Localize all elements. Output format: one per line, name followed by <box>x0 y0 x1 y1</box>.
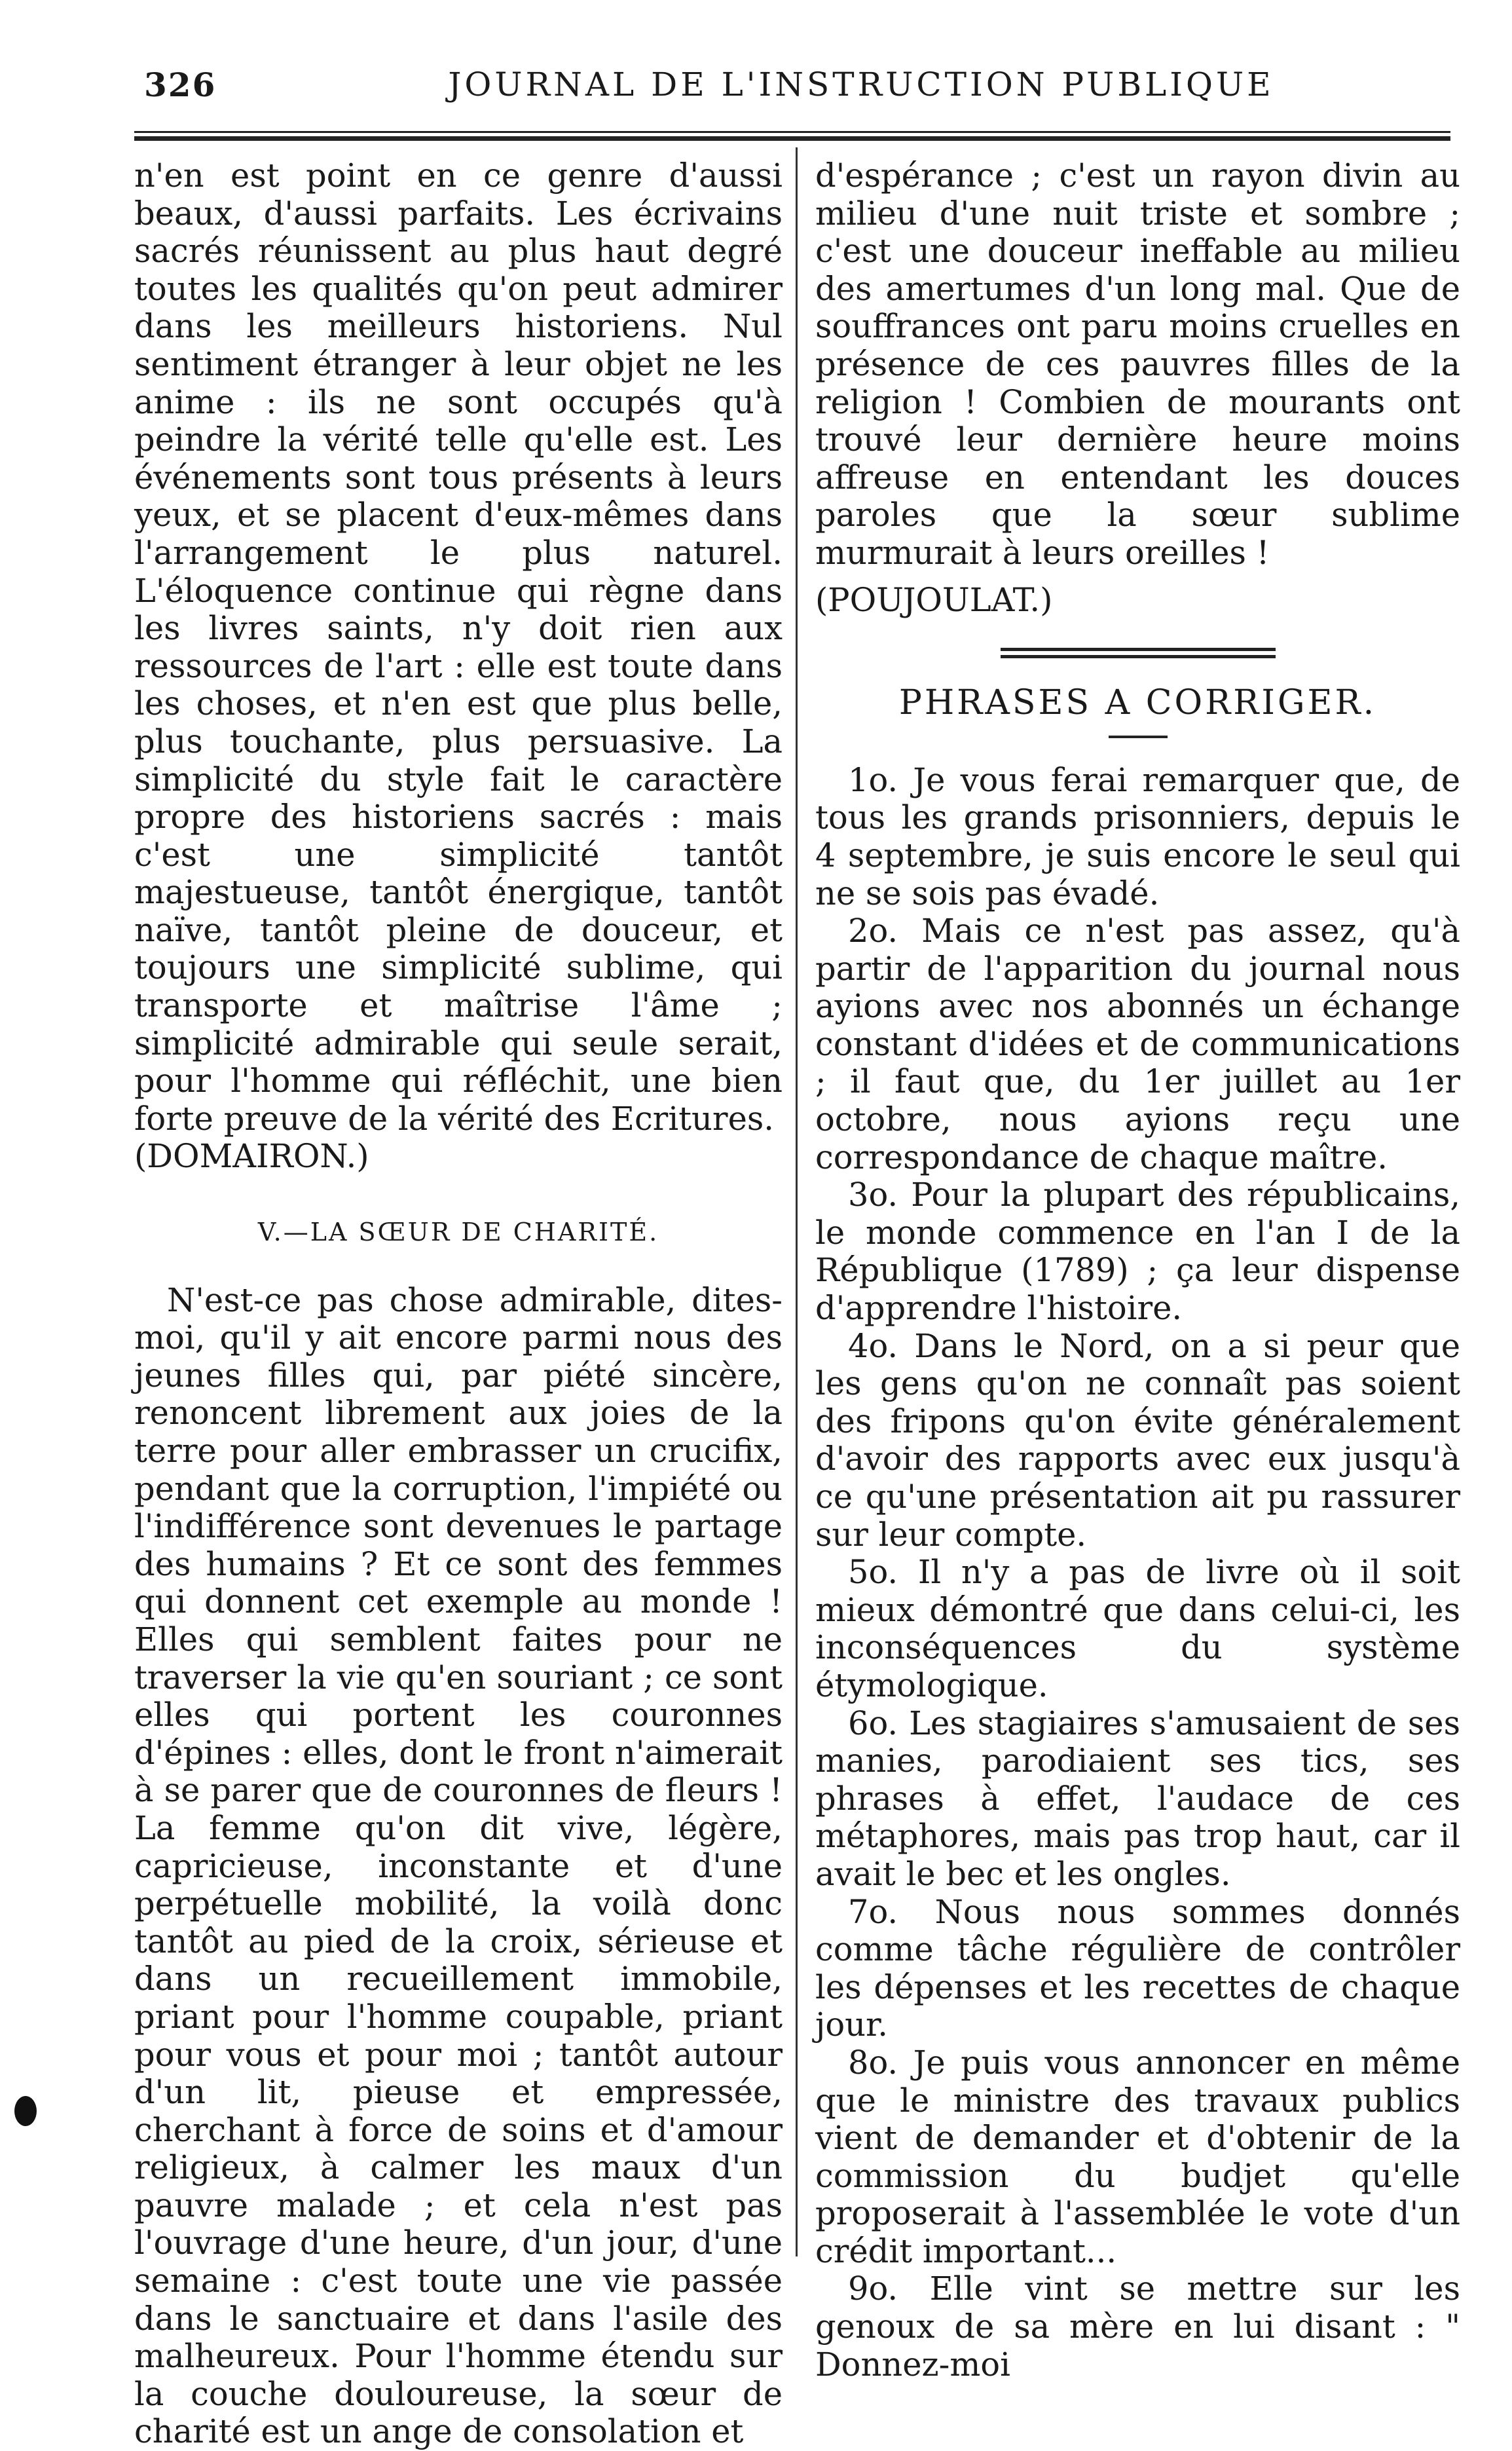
section-heading-soeur-de-charite: V.—LA SŒUR DE CHARITÉ. <box>257 1218 659 1247</box>
exercise-item-5: 5o. Il n'y a pas de livre où il soit mieux démontré que dans celui-ci, les inconséquences du système étymologique. <box>815 1553 1460 1704</box>
body-paragraph: d'espérance ; c'est un rayon divin au milieu d'une nuit triste et sombre ; c'est une douceur ineffable au milieu des amertumes d'un long mal. Que de souffrances ont paru moins cruelles en présence de ces pauvres filles de la religion ! Combien de mourants ont trouvé leur dernière heure moins affreuse en entendant les douces paroles que la sœur sublime murmurait à leurs oreilles ! <box>815 157 1460 572</box>
exercise-item-6: 6o. Les stagiaires s'amusaient de ses manies, parodiaient ses tics, ses phrases à effet, l'audace de ces métaphores, mais pas trop haut, car il avait le bec et les ongles. <box>815 1704 1460 1893</box>
page-number: 326 <box>144 65 217 104</box>
body-paragraph: n'en est point en ce genre d'aussi beaux, d'aussi parfaits. Les écrivains sacrés réunissent au plus haut degré toutes les qualités qu'on peut admirer dans les meilleurs historiens. Nul sentiment étranger à leur objet ne les anime : ils ne sont occupés qu'à peindre la vérité telle qu'elle est. Les événements sont tous présents à leurs yeux, et se placent d'eux-mêmes dans l'arrangement le plus naturel. L'éloquence continue qui règne dans les livres saints, n'y doit rien aux ressources de l'art : elle est toute dans les choses, et n'en est que plus belle, plus touchante, plus persuasive. La simplicité du style fait le caractère propre des historiens sacrés : mais c'est une simplicité tantôt majestueuse, tantôt énergique, tantôt naïve, tantôt pleine de douceur, et toujours une simplicité sublime, qui transporte et maîtrise l'âme ; simplicité admirable qui seule serait, pour l'homme qui réfléchit, une bien forte preuve de la vérité des Ecritures. <box>134 157 783 1138</box>
attribution-domairon: (DOMAIRON.) <box>134 1137 369 1176</box>
exercise-item-2: 2o. Mais ce n'est pas assez, qu'à partir de l'apparition du journal nous ayions avec nos abonnés un échange constant d'idées et de communications ; il faut que, du 1er juillet au 1er octobre, nous ayions reçu une correspondance de chaque maître. <box>815 912 1460 1176</box>
attribution-poujoulat: (POUJOULAT.) <box>815 580 1053 619</box>
left-column <box>134 157 783 2451</box>
section-double-rule <box>1001 648 1276 658</box>
exercise-item-4: 4o. Dans le Nord, on a si peur que les gens qu'on ne connaît pas soient des fripons qu'on évite généralement d'avoir des rapports avec eux jusqu'à ce qu'une présentation ait pu rassurer sur leur compte. <box>815 1326 1460 1554</box>
exercise-item-7: 7o. Nous nous sommes donnés comme tâche régulière de contrôler les dépenses et les recettes de chaque jour. <box>815 1892 1460 2044</box>
header-rule-thin <box>134 131 1450 133</box>
right-column <box>815 157 1460 2384</box>
section-heading-phrases-a-corriger: PHRASES A CORRIGER. <box>898 683 1377 723</box>
header-rule-thick <box>134 136 1450 141</box>
exercise-item-3: 3o. Pour la plupart des républicains, le monde commence en l'an I de la République (1789) ; ça leur dispense d'apprendre l'histoire. <box>815 1176 1460 1328</box>
body-paragraph: N'est-ce pas chose admirable, dites-moi, qu'il y ait encore parmi nous des jeunes filles qui, par piété sincère, renoncent librement aux joies de la terre pour aller embrasser un crucifix, pendant que la corruption, l'impiété ou l'indifférence sont devenues le partage des humains ? Et ce sont des femmes qui donnent cet exemple au monde ! Elles qui semblent faites pour ne traverser la vie qu'en souriant ; ce sont elles qui portent les couronnes d'épines : elles, dont le front n'aimerait à se parer que de couronnes de fleurs ! La femme qu'on dit vive, légère, capricieuse, inconstante et d'une perpétuelle mobilité, la voilà donc tantôt au pied de la croix, sérieuse et dans un recueillement immobile, priant pour l'homme coupable, priant pour vous et pour moi ; tantôt autour d'un lit, pieuse et empressée, cherchant à force de soins et d'amour religieux, à calmer les maux d'un pauvre malade ; et cela n'est pas l'ouvrage d'une heure, d'un jour, d'une semaine : c'est toute une vie passée dans le sanctuaire et dans l'asile des malheureux. Pour l'homme étendu sur la couche douloureuse, la sœur de charité est un ange de consolation et <box>134 1281 783 2451</box>
exercise-item-8: 8o. Je puis vous annoncer en même que le ministre des travaux publics vient de demander et d'obtenir de la commission du budjet qu'elle proposerait à l'assemblée le vote d'un crédit important... <box>815 2043 1460 2270</box>
column-divider <box>796 147 798 2256</box>
page-header <box>144 65 1447 124</box>
exercise-item-1: 1o. Je vous ferai remarquer que, de tous les grands prisonniers, depuis le 4 septembre, je suis encore le seul qui ne se sois pas évadé. <box>815 760 1460 912</box>
exercise-item-9: 9o. Elle vint se mettre sur les genoux de sa mère en lui disant : " Donnez-moi <box>815 2270 1460 2384</box>
ink-blot-mark <box>14 2096 37 2126</box>
running-title: JOURNAL DE L'INSTRUCTION PUBLIQUE <box>448 65 1274 103</box>
heading-short-rule <box>1109 736 1168 738</box>
